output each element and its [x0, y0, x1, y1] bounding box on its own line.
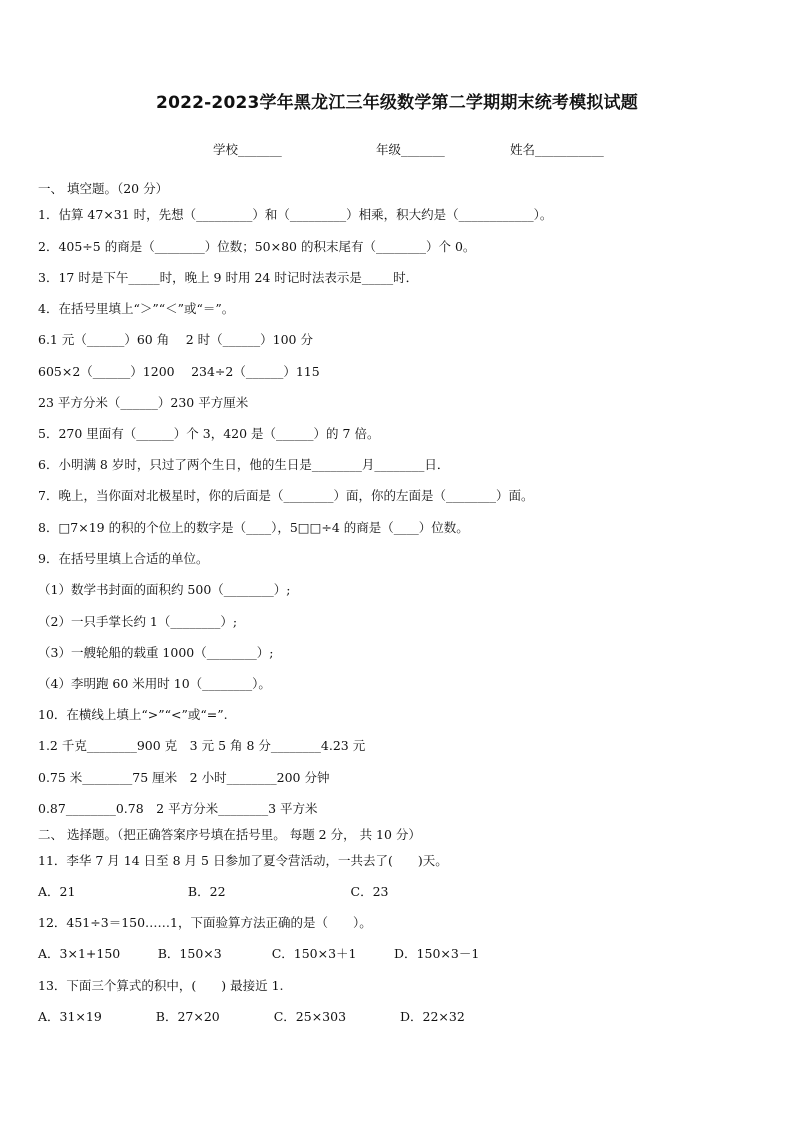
page-title: 2022-2023学年黑龙江三年级数学第二学期期末统考模拟试题 [156, 93, 638, 113]
choice-line: A．31×19 B．27×20 C．25×303 D．22×32 [38, 1009, 465, 1024]
school-field: 学校_______ [213, 142, 282, 157]
question-line: 8．□7×19 的积的个位上的数字是（____），5□□÷4 的商是（____）位数。 [38, 520, 469, 535]
question-line: 605×2（______）1200 234÷2（______）115 [38, 364, 320, 379]
question-line: 13．下面三个算式的积中，( ) 最接近 1. [38, 978, 284, 993]
question-line: （2）一只手掌长约 1（________）; [38, 614, 238, 629]
section-heading: 二、 选择题。（把正确答案序号填在括号里。 每题 2 分， 共 10 分） [38, 827, 421, 842]
question-line: 6．小明满 8 岁时，只过了两个生日，他的生日是________月________日． [38, 457, 450, 472]
question-line: 10．在横线上填上“>”“<”或“=”. [38, 707, 228, 722]
question-line: 12．451÷3＝150……1，下面验算方法正确的是（ ）。 [38, 915, 372, 930]
question-line: 9．在括号里填上合适的单位。 [38, 551, 209, 566]
question-line: 23 平方分米（______）230 平方厘米 [38, 395, 249, 410]
question-line: 4．在括号里填上“＞”“＜”或“＝”。 [38, 301, 235, 316]
question-line: （1）数学书封面的面积约 500（________）; [38, 582, 291, 597]
section-heading: 一、 填空题。（20 分） [38, 181, 169, 196]
name-field: 姓名___________ [510, 142, 604, 157]
question-line: 7．晚上，当你面对北极星时，你的后面是（________）面，你的左面是（________）面。 [38, 488, 534, 503]
choice-line: A．3×1+150 B．150×3 C．150×3＋1 D．150×3－1 [38, 946, 480, 961]
question-line: 0.75 米________75 厘米 2 小时________200 分钟 [38, 770, 330, 785]
choice-line: A．21 B．22 C．23 [38, 884, 389, 899]
question-line: 1．估算 47×31 时，先想（_________）和（_________）相乘，积大约是（____________）。 [38, 207, 553, 222]
question-line: （4）李明跑 60 米用时 10（________）。 [38, 676, 271, 691]
grade-field: 年级_______ [376, 142, 445, 157]
question-line: 5．270 里面有（______）个 3，420 是（______）的 7 倍。 [38, 426, 380, 441]
question-line: 0.87________0.78 2 平方分米________3 平方米 [38, 801, 318, 816]
question-line: 11．李华 7 月 14 日至 8 月 5 日参加了夏令营活动，一共去了( )天。 [38, 853, 448, 868]
question-line: 1.2 千克________900 克 3 元 5 角 8 分________4.23 元 [38, 738, 366, 753]
question-line: （3）一艘轮船的载重 1000（________）; [38, 645, 274, 660]
question-line: 2．405÷5 的商是（________）位数；50×80 的积末尾有（________）个 0。 [38, 239, 476, 254]
question-line: 6.1 元（______）60 角 2 时（______）100 分 [38, 332, 313, 347]
question-line: 3．17 时是下午_____时，晚上 9 时用 24 时记时法表示是_____时． [38, 270, 419, 285]
